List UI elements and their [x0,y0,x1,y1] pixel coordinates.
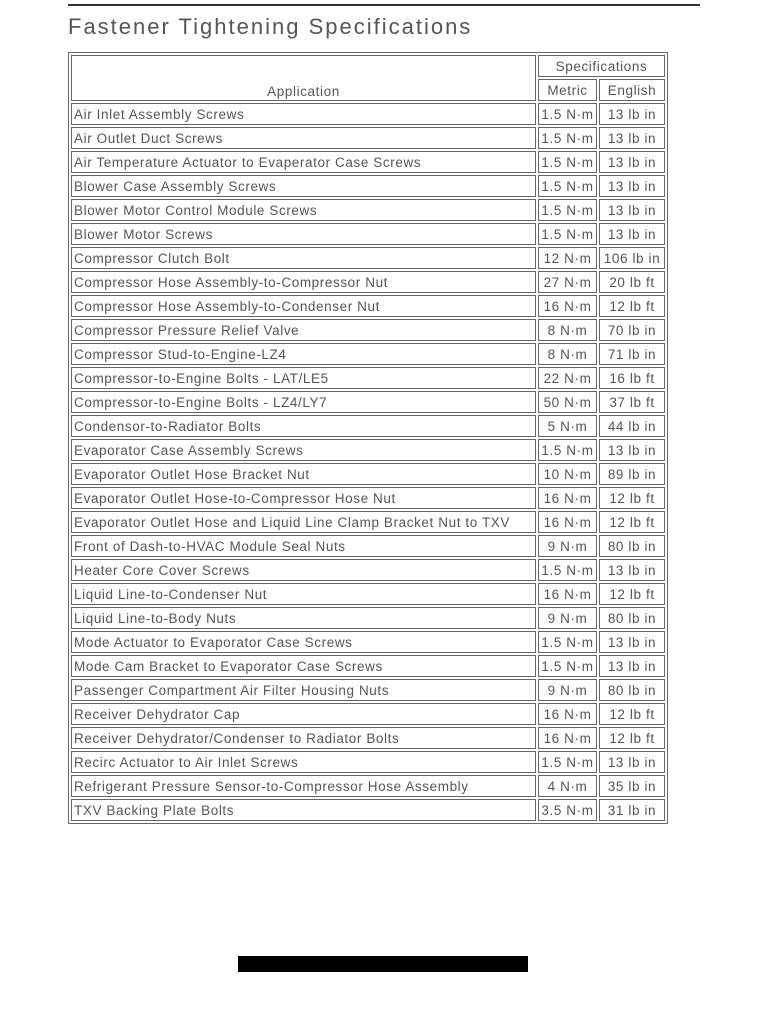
english-cell: 20 lb ft [599,271,665,293]
english-cell: 13 lb in [599,655,665,677]
table-row [71,487,665,509]
table-row [71,367,665,389]
english-cell: 12 lb ft [599,511,665,533]
metric-cell: 16 N·m [538,511,597,533]
english-cell: 71 lb in [599,343,665,365]
table-row [71,607,665,629]
english-cell: 13 lb in [599,199,665,221]
application-cell: Blower Motor Control Module Screws [71,199,536,221]
english-header: English [599,79,665,101]
english-cell: 70 lb in [599,319,665,341]
metric-cell: 1.5 N·m [538,127,597,149]
english-cell: 35 lb in [599,775,665,797]
english-cell: 13 lb in [599,151,665,173]
application-cell: Compressor-to-Engine Bolts - LZ4/LY7 [71,391,536,413]
english-cell: 13 lb in [599,631,665,653]
table-row [71,319,665,341]
application-header: Application [71,55,536,101]
metric-cell: 9 N·m [538,679,597,701]
application-cell: Evaporator Case Assembly Screws [71,439,536,461]
metric-cell: 1.5 N·m [538,151,597,173]
table-row [71,727,665,749]
table-row [71,223,665,245]
metric-cell: 9 N·m [538,535,597,557]
metric-cell: 1.5 N·m [538,199,597,221]
english-cell: 13 lb in [599,223,665,245]
footer-bar [238,956,528,972]
application-cell: Air Temperature Actuator to Evaperator Case Screws [71,151,536,173]
application-cell: Refrigerant Pressure Sensor-to-Compressor Hose Assembly [71,775,536,797]
application-cell: Air Inlet Assembly Screws [71,103,536,125]
metric-cell: 8 N·m [538,319,597,341]
table-row [71,631,665,653]
application-cell: Compressor Pressure Relief Valve [71,319,536,341]
table-row [71,655,665,677]
application-cell: Passenger Compartment Air Filter Housing Nuts [71,679,536,701]
table-row [71,127,665,149]
table-row [71,415,665,437]
table-row [71,295,665,317]
english-cell: 13 lb in [599,127,665,149]
english-cell: 37 lb ft [599,391,665,413]
english-cell: 13 lb in [599,103,665,125]
metric-cell: 3.5 N·m [538,799,597,821]
fastener-spec-table [68,52,668,824]
application-cell: Compressor Clutch Bolt [71,247,536,269]
page-title: Fastener Tightening Specifications [68,14,473,39]
application-cell: Evaporator Outlet Hose and Liquid Line Clamp Bracket Nut to TXV [71,511,536,533]
table-row [71,247,665,269]
table-row [71,703,665,725]
application-cell: Compressor-to-Engine Bolts - LAT/LE5 [71,367,536,389]
metric-cell: 1.5 N·m [538,223,597,245]
application-cell: Front of Dash-to-HVAC Module Seal Nuts [71,535,536,557]
specifications-header: Specifications [538,55,665,77]
application-cell: Mode Actuator to Evaporator Case Screws [71,631,536,653]
metric-cell: 16 N·m [538,727,597,749]
table-row [71,751,665,773]
metric-cell: 4 N·m [538,775,597,797]
table-row [71,343,665,365]
table-row [71,175,665,197]
application-cell: Receiver Dehydrator Cap [71,703,536,725]
metric-cell: 8 N·m [538,343,597,365]
table-row [71,679,665,701]
english-cell: 44 lb in [599,415,665,437]
english-cell: 13 lb in [599,175,665,197]
metric-cell: 1.5 N·m [538,631,597,653]
application-cell: Blower Motor Screws [71,223,536,245]
english-cell: 80 lb in [599,679,665,701]
english-cell: 31 lb in [599,799,665,821]
english-cell: 106 lb in [599,247,665,269]
metric-cell: 16 N·m [538,703,597,725]
spec-rows [71,103,665,821]
application-cell: Receiver Dehydrator/Condenser to Radiator Bolts [71,727,536,749]
metric-cell: 10 N·m [538,463,597,485]
application-cell: Evaporator Outlet Hose-to-Compressor Hose Nut [71,487,536,509]
metric-cell: 1.5 N·m [538,655,597,677]
english-cell: 12 lb ft [599,487,665,509]
metric-cell: 16 N·m [538,295,597,317]
application-cell: Compressor Hose Assembly-to-Compressor Nut [71,271,536,293]
metric-cell: 22 N·m [538,367,597,389]
application-cell: Condensor-to-Radiator Bolts [71,415,536,437]
application-cell: Heater Core Cover Screws [71,559,536,581]
english-cell: 13 lb in [599,751,665,773]
metric-cell: 1.5 N·m [538,103,597,125]
english-cell: 12 lb ft [599,703,665,725]
application-cell: TXV Backing Plate Bolts [71,799,536,821]
table-row [71,775,665,797]
english-cell: 13 lb in [599,439,665,461]
application-cell: Liquid Line-to-Condenser Nut [71,583,536,605]
metric-cell: 9 N·m [538,607,597,629]
application-cell: Blower Case Assembly Screws [71,175,536,197]
english-cell: 12 lb ft [599,727,665,749]
english-cell: 16 lb ft [599,367,665,389]
application-cell: Mode Cam Bracket to Evaporator Case Screws [71,655,536,677]
metric-cell: 1.5 N·m [538,559,597,581]
application-cell: Recirc Actuator to Air Inlet Screws [71,751,536,773]
metric-cell: 1.5 N·m [538,439,597,461]
metric-cell: 27 N·m [538,271,597,293]
top-divider [68,4,700,6]
application-cell: Compressor Stud-to-Engine-LZ4 [71,343,536,365]
table-row [71,799,665,821]
english-cell: 80 lb in [599,607,665,629]
table-row [71,583,665,605]
table-row [71,439,665,461]
english-cell: 12 lb ft [599,295,665,317]
english-cell: 12 lb ft [599,583,665,605]
table-row [71,103,665,125]
table-row [71,199,665,221]
english-cell: 80 lb in [599,535,665,557]
table-row [71,391,665,413]
metric-cell: 16 N·m [538,487,597,509]
table-row [71,535,665,557]
metric-cell: 5 N·m [538,415,597,437]
metric-cell: 1.5 N·m [538,751,597,773]
application-cell: Evaporator Outlet Hose Bracket Nut [71,463,536,485]
application-cell: Liquid Line-to-Body Nuts [71,607,536,629]
english-cell: 89 lb in [599,463,665,485]
metric-cell: 16 N·m [538,583,597,605]
table-row [71,151,665,173]
metric-cell: 1.5 N·m [538,175,597,197]
application-cell: Air Outlet Duct Screws [71,127,536,149]
english-cell: 13 lb in [599,559,665,581]
metric-cell: 50 N·m [538,391,597,413]
metric-header: Metric [538,79,597,101]
table-row [71,271,665,293]
table-row [71,511,665,533]
metric-cell: 12 N·m [538,247,597,269]
table-row [71,463,665,485]
application-cell: Compressor Hose Assembly-to-Condenser Nut [71,295,536,317]
table-row [71,559,665,581]
